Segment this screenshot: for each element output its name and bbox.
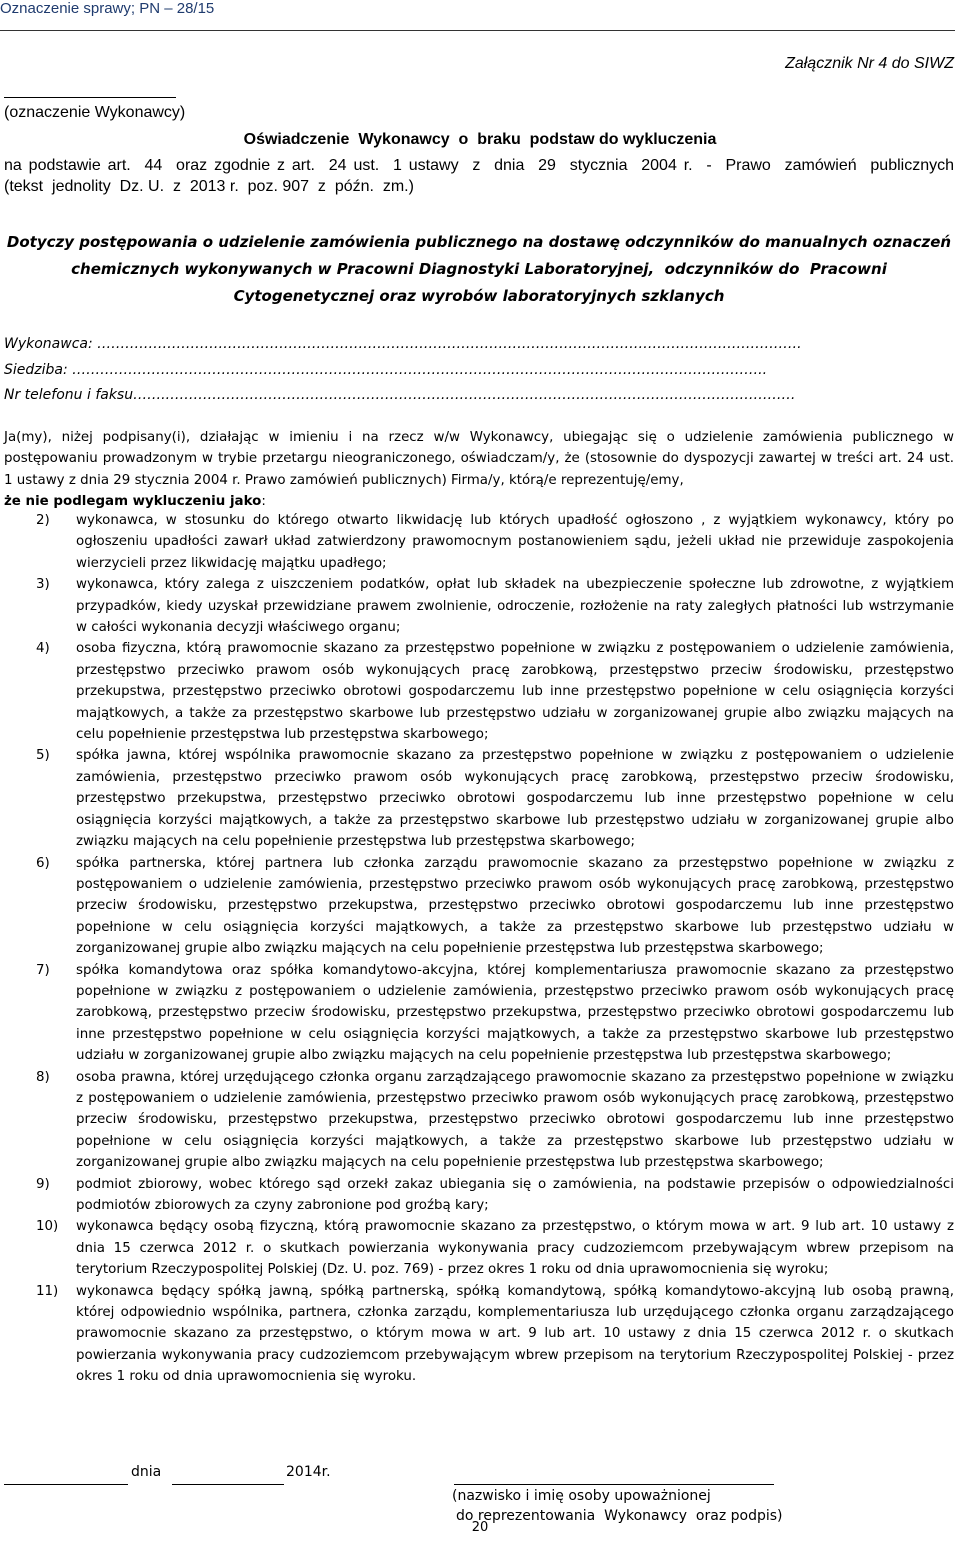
case-mark: Oznaczenie sprawy; PN – 28/15 [0, 0, 215, 17]
list-item [4, 510, 954, 574]
subject-line: chemicznych wykonywanych w Pracowni Diagnostyki Laboratoryjnej, odczynników do Pracowni [71, 260, 887, 278]
item-number: 4) [36, 641, 50, 657]
item-number: 11) [36, 1283, 59, 1299]
item-text: wykonawca, w stosunku do którego otwarto likwidację lub których upadłość ogłoszono , z wyjątkiem wykonawcy, który po ogłoszeniu upadłości zawarł układ zatwierdzony prawomocnym postanowieniem sądu, jeżeli układ nie przewiduje zaspokojenia wierzycieli przez likwidację majątku upadłego; [76, 513, 954, 571]
list-item [4, 574, 954, 638]
field-label: Nr telefonu i faksu [4, 387, 134, 403]
signature-caption-line1: (nazwisko i imię osoby upoważnionej [452, 1488, 711, 1504]
item-text: spółka jawna, której wspólnika prawomocnie skazano za przestępstwo popełnione w związku z postępowaniem o udzielenie zamówienia, przestępstwo przeciwko prawom osób wykonujących pracę zarobkową, przestępstwo przeciw środowisku, przestępstwo przekupstwa, przestępstwo przeciwko obrotowi gospodarczemu lub inne przestępstwo popełnione w celu osiągnięcia korzyści majątkowych, a także za przestępstwo skarbowe lub przestępstwo udziału w zorganizowanej grupie albo związku mających na celu popełnienie przestępstwa lub przestępstwa skarbowego; [76, 748, 954, 850]
item-text: wykonawca będący osobą fizyczną, którą prawomocnie skazano za przestępstwo, o którym mowa w art. 9 lub art. 10 ustawy z dnia 15 czerwca 2012 r. o skutkach powierzania wykonywania pracy cudzoziemcom przebywającym wbrew przepisom na terytorium Rzeczypospolitej Polskiej (Dz. U. poz. 769) - przez okres 1 roku od dnia uprawomocnienia się wyroku; [76, 1219, 954, 1278]
field-phone-fax[interactable] [4, 387, 944, 403]
item-number: 6) [36, 855, 50, 871]
list-item [4, 638, 954, 745]
list-item [4, 1281, 954, 1388]
item-number: 7) [36, 962, 50, 978]
field-dots: …….……………………………………………………………………………………………………………………… [133, 387, 796, 403]
exclusion-list [4, 510, 954, 1388]
signature-caption-line2: do reprezentowania Wykonawcy oraz podpis) [456, 1508, 783, 1524]
item-text: spółka partnerska, której partnera lub członka zarządu prawomocnie skazano za przestępstwo popełnione w związku z postępowaniem o udzielenie zamówienia, przestępstwo przeciwko prawom osób wykonujących pracę zarobkową, przestępstwo przeciw środowisku, przestępstwo przekupstwa, przestępstwo przeciwko obrotowi gospodarczemu lub inne przestępstwo popełnione w celu osiągnięcia korzyści majątkowych, a także za przestępstwo skarbowe lub przestępstwo udziału w zorganizowanej grupie albo związku mających na celu popełnienie przestępstwa lub przestępstwa skarbowego; [76, 855, 954, 957]
field-seat[interactable] [4, 362, 944, 378]
list-item [4, 1067, 954, 1174]
item-text: wykonawca, który zalega z uiszczeniem podatków, opłat lub składek na ubezpieczenie społeczne lub zdrowotne, z wyjątkiem przypadków, kiedy uzyskał przewidziane prawem zwolnienie, odroczenie, rozłożenie na raty zaległych płatności lub wstrzymanie w całości wykonania decyzji właściwego organu; [76, 577, 954, 636]
date-word: dnia [131, 1464, 162, 1480]
subject-line: Dotyczy postępowania o udzielenie zamówienia publicznego na dostawę odczynników do manualnych oznaczeń [6, 233, 952, 251]
item-text: osoba prawna, której urzędującego członka organu zarządzającego prawomocnie skazano za przestępstwo popełnione w związku z postępowaniem o udzielenie zamówienia, przestępstwo przeciwko prawom osób wykonujących pracę zarobkową, przestępstwo przeciw środowisku, przestępstwo przekupstwa, przestępstwo przeciwko obrotowi gospodarczemu lub inne przestępstwo popełnione w celu osiągnięcia korzyści majątkowych, a także za przestępstwo skarbowe lub przestępstwo udziału w zorganizowanej grupie albo związku mających na celu popełnienie przestępstwa lub przestępstwa skarbowego; [76, 1069, 954, 1171]
intro-text: Ja(my), niżej podpisany(i), działając w imieniu i na rzecz w/w Wykonawcy, ubiegając się o udzielenie zamówienia publicznego w postępowaniu prowadzonym w trybie przetargu nieograniczonego, oświadczam/y, że (stosownie do dyspozycji zawartej w treści art. 24 ust. 1 ustawy z dnia 29 stycznia 2004 r. Prawo zamówień publicznych) Firma/y, którą/e reprezentuję/emy, [4, 430, 954, 488]
contractor-signature-line [4, 97, 176, 98]
list-item [4, 1216, 954, 1280]
item-number: 9) [36, 1176, 50, 1192]
item-text: podmiot zbiorowy, wobec którego sąd orzekł zakaz ubiegania się o zamówienia, na podstawie przepisów o odpowiedzialności podmiotów zbiorowych za czyny zabronione pod groźbą kary; [76, 1176, 954, 1213]
date-year: 2014r. [286, 1464, 331, 1480]
list-item [4, 960, 954, 1067]
item-number: 5) [36, 748, 50, 764]
procurement-subject [4, 229, 954, 310]
field-dots: ………………………………………………………………………………………………………………………………….. [72, 362, 768, 378]
declaration-intro [4, 427, 954, 513]
place-blank-line [4, 1484, 128, 1485]
intro-bold: że nie podlegam wykluczeniu jako [4, 494, 262, 510]
document-title: Oświadczenie Wykonawcy o braku podstaw do wykluczenia [243, 131, 717, 148]
page-number: 20 [471, 1520, 489, 1535]
legal-basis-line2: (tekst jednolity Dz. U. z 2013 r. poz. 907 z późn. zm.) [4, 178, 414, 195]
field-contractor[interactable] [4, 336, 944, 352]
annex-label: Załącznik Nr 4 do SIWZ [785, 55, 954, 72]
list-item [4, 745, 954, 852]
legal-basis-line1: na podstawie art. 44 oraz zgodnie z art. 24 ust. 1 ustawy z dnia 29 stycznia 2004 r. - Prawo zamówień publicznych [4, 157, 954, 174]
item-text: spółka komandytowa oraz spółka komandytowo-akcyjna, której komplementariusza prawomocnie skazano za przestępstwo popełnione w związku z postępowaniem o udzielenie zamówienia, przestępstwo przeciwko prawom osób wykonujących pracę zarobkową, przestępstwo przeciw środowisku, przestępstwo przekupstwa, przestępstwo przeciwko obrotowi gospodarczemu lub inne przestępstwo popełnione w celu osiągnięcia korzyści majątkowych, a także za przestępstwo skarbowe lub przestępstwo udziału w zorganizowanej grupie albo związku mających na celu popełnienie przestępstwa lub przestępstwa skarbowego; [76, 962, 954, 1064]
field-label: Wykonawca: [4, 336, 98, 352]
field-dots: ……………………………………………………………………………………………………………………………………. [97, 336, 802, 352]
date-blank-line [172, 1484, 284, 1485]
list-item [4, 1174, 954, 1217]
field-label: Siedziba: [4, 362, 73, 378]
signature-blank-line [454, 1484, 774, 1485]
item-text: osoba fizyczna, którą prawomocnie skazano za przestępstwo popełnione w związku z postępowaniem o udzielenie zamówienia, przestępstwo przeciwko prawom osób wykonujących pracę zarobkową, przestępstwo przeciw środowisku, przestępstwo przekupstwa, przestępstwo przeciwko obrotowi gospodarczemu lub inne przestępstwo popełnione w celu osiągnięcia korzyści majątkowych, a także za przestępstwo skarbowe lub przestępstwo udziału w zorganizowanej grupie albo związku mających na celu popełnienie przestępstwa lub przestępstwa skarbowego; [76, 641, 954, 743]
item-number: 3) [36, 577, 50, 593]
item-number: 8) [36, 1069, 50, 1085]
item-number: 2) [36, 513, 50, 528]
subject-line: Cytogenetycznej oraz wyrobów laboratoryjnych szklanych [233, 287, 725, 305]
list-item [4, 853, 954, 960]
item-text: wykonawca będący spółką jawną, spółką partnerską, spółką komandytową, spółką komandytowo-akcyjną lub osobą prawną, której odpowiednio wspólnika, partnera, członka zarządu, komplementariusza lub urzędującego członka organu zarządzającego prawomocnie skazano za przestępstwo, o którym mowa w art. 9 lub art. 10 ustawy z dnia 15 czerwca 2012 r. o skutkach powierzania wykonywania pracy cudzoziemcom przebywającym wbrew przepisom na terytorium Rzeczypospolitej Polskiej - przez okres 1 roku od dnia uprawomocnienia się wyroku. [76, 1283, 954, 1385]
header-rule [0, 30, 955, 31]
item-number: 10) [36, 1219, 59, 1235]
intro-colon: : [261, 494, 266, 510]
contractor-designation: (oznaczenie Wykonawcy) [4, 104, 186, 121]
